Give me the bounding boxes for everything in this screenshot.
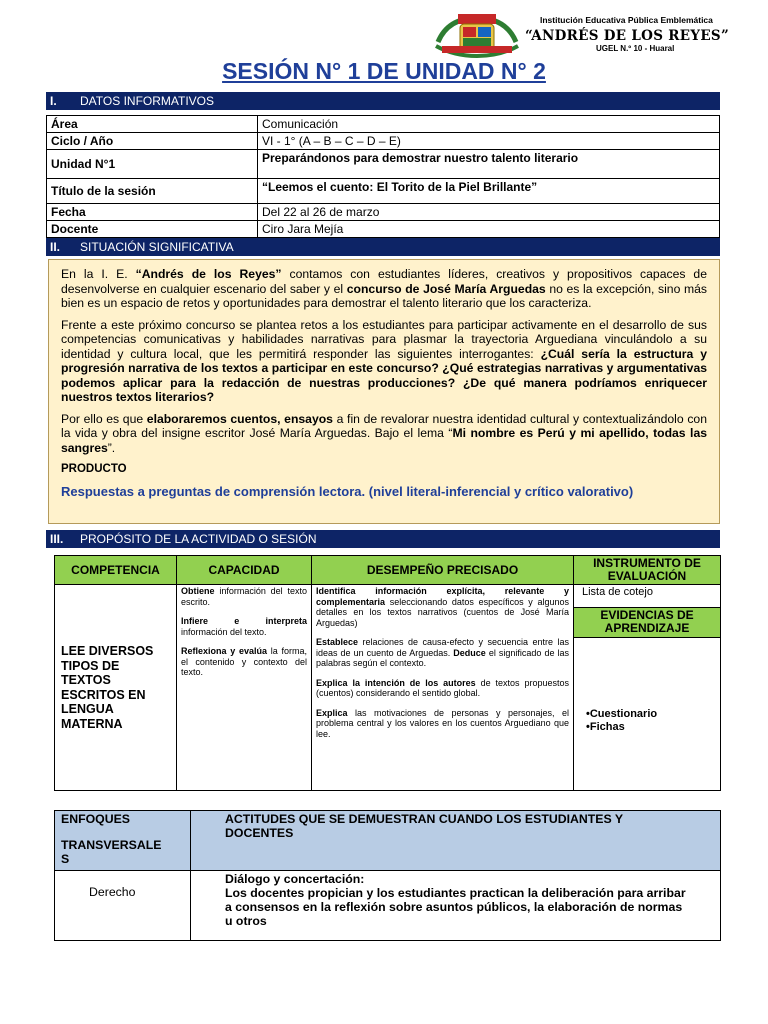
school-crest-logo	[434, 12, 520, 58]
row-key: Título de la sesión	[47, 179, 258, 204]
competencia-cell: LEE DIVERSOS TIPOS DE TEXTOS ESCRITOS EN LENGUA MATERNA	[55, 585, 177, 791]
table-row	[47, 133, 720, 150]
desempeno-item: Explica las motivaciones de personas y personajes, el problema central y los valores en los cuentos Arguediano que lee.	[316, 707, 569, 739]
header-desempeno: DESEMPEÑO PRECISADO	[312, 556, 574, 585]
actitud-cell: Diálogo y concertación: Los docentes propician y los estudiantes practican la deliberación para arribar a consensos en la reflexión sobre asuntos públicos, la elaboración de normas u otros	[191, 871, 721, 941]
situacion-paragraph-2: Frente a este próximo concurso se plantea retos a los estudiantes para participar activamente en el desarrollo de sus competencias comunicativas y habilidades narrativas para plasmar la trayectoria Arguediana vinculándolo a su identidad y cultura local, que les permitirá responder las siguientes interrogantes: ¿Cuál sería la estructura y progresión narrativa de los textos a participar en este concurso? ¿Qué estrategias narrativas y argumentativas podemos aplicar para la redacción de nuestras producciones? ¿De qué manera podríamos enriquecer nuestros textos literarios?	[61, 317, 707, 404]
row-key: Área	[47, 116, 258, 133]
row-key: Unidad N°1	[47, 150, 258, 179]
table-row	[47, 116, 720, 133]
section-bar-datos: I. DATOS INFORMATIVOS	[46, 92, 720, 110]
table-row	[47, 204, 720, 221]
table-row	[47, 150, 720, 179]
producto-text: Respuestas a preguntas de comprensión lectora. (nivel literal-inferencial y crítico valorativo)	[61, 483, 634, 499]
row-value: Del 22 al 26 de marzo	[258, 204, 720, 221]
section-bar-situacion: II. SITUACIÓN SIGNIFICATIVA	[46, 238, 720, 256]
evidencias-header: EVIDENCIAS DE APRENDIZAJE	[574, 608, 721, 638]
desempeno-item: Explica la intención de los autores de textos propuestos (cuentos) considerando el sentido global.	[316, 677, 569, 698]
institution-type: Institución Educativa Pública Emblemática	[540, 15, 713, 25]
desempeno-cell	[312, 585, 574, 791]
row-value: VI - 1° (A – B – C – D – E)	[258, 133, 720, 150]
list-item: •Fichas	[586, 721, 625, 733]
instrumento-value: Lista de cotejo	[574, 585, 721, 608]
capacidad-item: Reflexiona y evalúa la forma, el contenido y contexto del texto.	[181, 646, 307, 677]
list-item: •Cuestionario	[586, 708, 658, 720]
row-key: Docente	[47, 221, 258, 238]
institution-name: “ANDRÉS DE LOS REYES”	[525, 28, 730, 44]
datos-table	[46, 115, 720, 238]
table-header-row	[55, 556, 721, 585]
page-title: SESIÓN N° 1 DE UNIDAD N° 2	[222, 58, 546, 84]
row-key: Ciclo / Año	[47, 133, 258, 150]
situacion-box	[48, 259, 720, 524]
desempeno-item: Identifica información explícita, relevante y complementaria seleccionando datos específicos y algunos detalles en los textos narrativos (cuentos de José María Arguedas)	[316, 586, 569, 628]
enfoque-derecho: Derecho	[55, 871, 191, 941]
enfoques-table	[54, 810, 721, 941]
header-capacidad: CAPACIDAD	[177, 556, 312, 585]
section-bar-proposito: III. PROPÓSITO DE LA ACTIVIDAD O SESIÓN	[46, 530, 720, 548]
situacion-paragraph-1: En la I. E. “Andrés de los Reyes” contamos con estudiantes líderes, creativos y propositivos capaces de desenvolverse en cualquier escenario del saber y el concurso de José María Arguedas no es la excepción, sino más bien es un espacio de retos y oportunidades para demostrar el talento literario que los caracteriza.	[61, 267, 707, 310]
producto-label: PRODUCTO	[61, 463, 127, 475]
row-value: Comunicación	[258, 116, 720, 133]
table-header-row	[55, 811, 721, 871]
row-value: Ciro Jara Mejía	[258, 221, 720, 238]
row-value: “Leemos el cuento: El Torito de la Piel Brillante”	[258, 179, 720, 204]
header-instrumento: INSTRUMENTO DE EVALUACIÓN	[574, 556, 721, 585]
table-row	[47, 221, 720, 238]
row-key: Fecha	[47, 204, 258, 221]
situacion-paragraph-3: Por ello es que elaboraremos cuentos, ensayos a fin de revalorar nuestra identidad cultural y contextualizándolo con la vida y obra del insigne escritor José María Arguedas. Bajo el lema “Mi nombre es Perú y mi apellido, todas las sangres”.	[61, 411, 707, 455]
capacidad-item: Obtiene información del texto escrito.	[181, 586, 307, 607]
actitudes-header: ACTITUDES QUE SE DEMUESTRAN CUANDO LOS ESTUDIANTES Y DOCENTES	[191, 811, 721, 871]
table-row	[55, 871, 721, 941]
ugel-label: UGEL N.º 10 - Huaral	[596, 44, 675, 53]
evidencias-list	[574, 638, 721, 791]
desempeno-item: Establece relaciones de causa-efecto y secuencia entre las ideas de un cuento de Arguedas. Deduce el significado de las palabras según el contexto.	[316, 637, 569, 668]
table-row	[47, 179, 720, 204]
enfoques-header: ENFOQUES TRANSVERSALE S	[55, 811, 191, 871]
capacidad-cell	[177, 585, 312, 791]
row-value: Preparándonos para demostrar nuestro talento literario	[258, 150, 720, 179]
table-row	[55, 585, 721, 608]
header-competencia: COMPETENCIA	[55, 556, 177, 585]
capacidad-item: Infiere e interpreta información del texto.	[181, 616, 307, 637]
proposito-table	[54, 555, 721, 791]
